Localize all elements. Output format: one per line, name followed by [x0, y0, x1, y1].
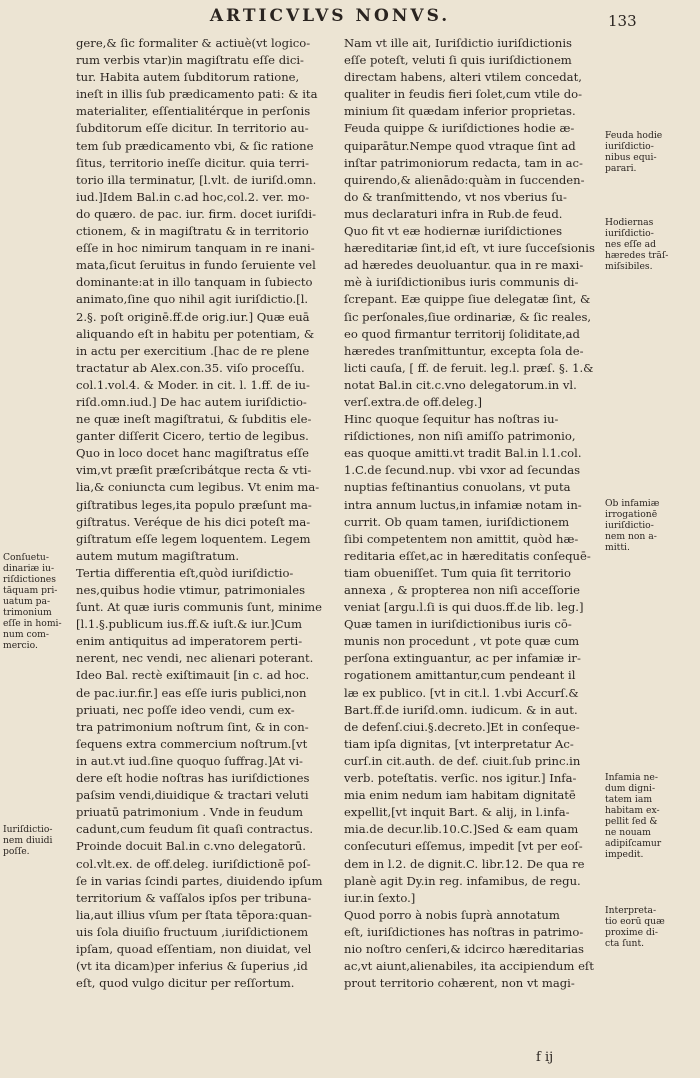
text-line: riſd.omn.iud.] De hac autem iuriſdictio- [76, 394, 307, 409]
text-line: 1.C.de ſecund.nup. vbi vxor ad ſecundas [344, 463, 581, 478]
text-line: uis ſola diuiſio fructuum ,iuriſdictionem [76, 924, 309, 939]
margin-note-line: hæredes trāſ- [605, 250, 669, 261]
text-line: minium ſit quædam inferior proprietas. [344, 104, 576, 119]
text-line: priuatū patrimonium . Vnde in feudum [76, 805, 303, 820]
text-line: eſt, iuriſdictiones has noſtras in patrimo- [344, 924, 584, 939]
text-line: riſdictiones, non niſi amiſſo patrimonio, [344, 429, 576, 444]
text-line: mia enim nedum iam habitam dignitatē [344, 788, 576, 803]
text-line: ſic perſonales,ſiue ordinariæ, & ſic reales, [344, 309, 592, 324]
margin-note-line: tatem iam [605, 794, 653, 805]
text-line: annexa , & propterea non niſi acceſſorie [344, 583, 580, 597]
text-line: dere eſt hodie noſtras has iuriſdictiones [76, 771, 310, 786]
text-line: conſecuturi eſſemus, impedit [vt per eoſ- [344, 839, 583, 854]
margin-note-line: miſsibiles. [605, 261, 653, 272]
margin-note-line: Feuda hodie [605, 130, 663, 141]
text-line: mata,ſicut ſeruitus in fundo ſeruiente vel [76, 258, 316, 273]
text-line: in aut.vt iud.ſine quoquo ſuffrag.]At vi- [76, 753, 303, 768]
text-line: eo quod firmantur territorij ſoliditate,ad [344, 326, 580, 341]
text-line: reditaria eſſet,ac in hæreditatis conſequē- [344, 548, 591, 563]
text-line: ſcrepant. Eæ quippe ſiue delegatæ ſint, & [344, 292, 591, 307]
text-line: ipſam, quoad eſſentiam, non diuidat, vel [76, 941, 312, 956]
text-line: nerent, nec vendi, nec alienari poterant. [76, 651, 314, 666]
margin-note-line: iuriſdictio- [605, 228, 654, 239]
text-line: 2.§. poſt originē.ff.de orig.iur.] Quæ euā [76, 309, 310, 324]
text-line: tiam obueniſſet. Tum quia ſit territorio [344, 565, 571, 580]
text-line: Nam vt ille ait, Iuriſdictio iuriſdictionis [344, 36, 573, 50]
text-line: ſibi competentem non amittit, quòd hæ- [344, 531, 579, 546]
margin-note-line: num com- [3, 629, 49, 640]
text-line: materialiter, eſſentialitérque in perſonis [76, 104, 311, 119]
text-line: Feuda quippe & iuriſdictiones hodie æ- [344, 121, 575, 136]
margin-note-line: Hodiernas [605, 217, 654, 228]
text-line: hæredes tranſmittuntur, excepta ſola de- [344, 343, 584, 358]
text-line: territorium & vaſſalos ipſos per tribuna- [76, 890, 312, 905]
text-line: ſunt. At quæ iuris communis ſunt, minime [76, 600, 323, 615]
margin-note-line: mitti. [605, 542, 630, 553]
text-line: ac,vt aiunt,alienabiles, ita accipiendum eſt [344, 959, 594, 974]
text-line: tur. Habita autem ſubditorum ratione, [76, 70, 300, 85]
text-line: ctionem, & in magiſtratu & in territorio [76, 224, 309, 239]
text-line: læ ex publico. [vt in cit.l. 1.vbi Accurſ.& [344, 685, 579, 700]
text-line: veniat [argu.l.ſi is qui duos.ff.de lib. leg.] [344, 600, 584, 615]
text-line: iur.in ſexto.] [344, 890, 416, 905]
text-line: currit. Ob quam tamen, iuriſdictionem [344, 514, 570, 529]
text-line: tra patrimonium noſtrum ſint, & in con- [76, 719, 309, 734]
margin-note-line: pellit ſed & [605, 816, 658, 827]
text-line: torio illa terminatur, [l.vlt. de iuriſd.omn. [76, 172, 317, 187]
text-line: in actu per exercitium .[hac de re plene [76, 343, 310, 358]
text-line: col.1.vol.4. & Moder. in cit. l. 1.ff. de iu- [76, 377, 310, 392]
text-line: priuati, nec poſſe ideo vendi, cum ex- [76, 702, 295, 717]
text-line: hæreditariæ ſint,id eſt, vt iure ſucceſsionis [344, 241, 595, 256]
margin-note-line: uatum pa- [3, 596, 51, 607]
page-number: 133 [608, 12, 637, 30]
text-line: munis non procedunt , vt pote quæ cum [344, 634, 580, 649]
text-line: rum verbis vtar)in magiſtratu eſſe dici- [76, 53, 304, 68]
text-line: directam habens, alteri vtilem concedat, [344, 70, 582, 85]
margin-note-left [3, 552, 62, 651]
text-line: gere,& ſic formaliter & actiuè(vt logico- [76, 36, 311, 50]
text-line: tractatur ab Alex.con.35. viſo proceſſu. [76, 360, 305, 375]
text-line: giſtratus. Veréque de his dici poteſt ma- [76, 514, 311, 529]
text-line: quirendo,& alienādo:quàm in ſuccenden- [344, 172, 585, 187]
text-line: quiparātur.Nempe quod vtraque ſint ad [344, 138, 576, 153]
text-line: Quæ tamen in iuriſdictionibus iuris cō- [344, 617, 572, 632]
margin-note-line: dum digni- [605, 783, 656, 794]
text-line: iud.]Idem Bal.in c.ad hoc,col.2. ver. mo- [76, 189, 310, 204]
text-line: do & tranſmittendo, vt nos vberius ſu- [344, 189, 567, 204]
margin-note-line: parari. [605, 163, 637, 174]
text-line: enim antiquitus ad imperatorem perti- [76, 634, 303, 649]
margin-note-right [605, 905, 665, 949]
text-line: verſ.extra.de off.deleg.] [344, 394, 483, 409]
margin-note-line: proxime di- [605, 927, 658, 938]
text-line: qualiter in feudis fieri ſolet,cum vtile do- [344, 87, 583, 102]
running-title: ARTICVLVS NONVS. [209, 6, 451, 26]
text-line: ganter diſſerit Cicero, tertio de legibus. [76, 429, 309, 444]
margin-note-line: trimonium [3, 607, 52, 618]
margin-note-line: Iuriſdictio- [3, 824, 53, 835]
text-line: tiam ipſa dignitas, [vt interpretatur Ac- [344, 736, 574, 751]
text-line: dominante:at in illo tanquam in ſubiecto [76, 275, 313, 290]
margin-note-line: riſdictiones [3, 574, 56, 585]
text-line: ne quæ ineſt magiſtratui, & ſubditis ele- [76, 412, 312, 427]
margin-note-line: ne nouam [605, 827, 651, 838]
margin-note-line: iuriſdictio- [605, 520, 654, 531]
text-line: verb. poteſtatis. verſic. nos igitur.] Infa- [344, 771, 577, 786]
text-line: ſitus, territorio ineſſe dicitur. quia terri- [76, 155, 309, 170]
text-line: perſona extinguantur, ac per infamiæ ir- [344, 651, 581, 666]
text-line: autem mutum magiſtratum. [76, 548, 240, 563]
margin-note-line: irrogationē [605, 509, 658, 520]
text-line: eſſe poteſt, veluti ſi quis iuriſdictionem [344, 53, 572, 68]
margin-note-line: mercio. [3, 640, 38, 651]
margin-note-left [3, 824, 53, 857]
text-line: ineſt in illis ſub prædicamento pati: & ita [76, 87, 318, 102]
text-line: giſtratum eſſe legem loquentem. Legem [76, 531, 311, 546]
text-line: expellit,[vt inquit Bart. & alij, in l.infa- [344, 805, 570, 820]
margin-note-right [605, 217, 668, 272]
text-line: lia,aut illius vſum per ſtata tēpora:quan- [76, 907, 312, 922]
margin-note-line: Conſuetu- [3, 552, 49, 563]
text-line: Ideo Bal. rectè exiſtimauit [in c. ad hoc. [76, 668, 310, 683]
margin-note-right [605, 498, 659, 553]
left-text-column [76, 35, 339, 992]
margin-note-right [605, 772, 661, 860]
margin-note-line: poſſe. [3, 846, 30, 857]
text-line: (vt ita dicam)per inferius & ſuperius ,id [76, 959, 308, 974]
margin-note-line: Infamia ne- [605, 772, 658, 783]
right-text-column [344, 35, 602, 992]
text-line: tem ſub prædicamento vbi, & ſic ratione [76, 138, 314, 153]
margin-note-line: adipiſcamur [605, 838, 662, 849]
text-line: eſt, quod vulgo dicitur per reſſortum. [76, 976, 295, 991]
text-line: col.vlt.ex. de off.deleg. iuriſdictionē poſ- [76, 856, 311, 871]
text-line: intra annum luctus,in infamiæ notam in- [344, 497, 582, 512]
signature-mark: f ij [536, 1050, 554, 1065]
text-line: dem in l.2. de dignit.C. libr.12. De qua re [344, 856, 585, 871]
text-line: ſe in varias ſcindi partes, diuidendo ipſum [76, 873, 323, 888]
text-line: mia.de decur.lib.10.C.]Sed & eam quam [344, 822, 579, 837]
text-line: eas quoque amitti.vt tradit Bal.in l.1.col. [344, 446, 582, 461]
margin-note-line: Ob infamiæ [605, 498, 660, 509]
margin-note-line: habitam ex- [605, 805, 660, 816]
margin-note-line: cta ſunt. [605, 938, 645, 949]
margin-note-line: nem diuidi [3, 835, 53, 846]
text-line: notat Bal.in cit.c.vno delegatorum.in vl. [344, 377, 577, 392]
text-line: lia,& coniuncta cum legibus. Vt enim ma- [76, 480, 320, 495]
text-line: ad hæredes deuoluantur. qua in re maxi- [344, 258, 584, 273]
text-line: [l.1.§.publicum ius.ff.& iuſt.& iur.]Cum [76, 617, 302, 632]
text-line: de defenſ.ciui.§.decreto.]Et in conſeque- [344, 719, 580, 734]
margin-note-line: nibus equi- [605, 152, 657, 163]
text-line: vim,vt præſit præſcribátque recta & vti- [76, 463, 312, 478]
text-line: cadunt,cum feudum ſit quaſi contractus. [76, 822, 314, 837]
text-line: Quo in loco docet hanc magiſtratus eſſe [76, 446, 309, 461]
text-line: planè agit Dy.in reg. infamibus, de regu. [344, 873, 581, 888]
margin-note-line: iuriſdictio- [605, 141, 654, 152]
margin-note-line: dinariæ iu- [3, 563, 55, 574]
margin-note-line: nem non a- [605, 531, 657, 542]
margin-note-line: Interpreta- [605, 905, 657, 916]
margin-note-line: eſſe in homi- [3, 618, 62, 629]
text-line: prout territorio cohærent, non vt magi- [344, 976, 575, 991]
text-line: Quo fit vt eæ hodiernæ iuriſdictiones [344, 224, 563, 239]
text-line: eſſe in hoc nimirum tanquam in re inani- [76, 241, 315, 256]
margin-note-line: tāquam pri- [3, 585, 58, 596]
margin-note-line: impedit. [605, 849, 644, 860]
text-line: mè à iuriſdictionibus iuris communis di- [344, 275, 579, 290]
text-line: Bart.ff.de iuriſd.omn. iudicum. & in aut. [344, 702, 578, 717]
text-line: animato,ſine quo nihil agit iuriſdictio.[l. [76, 292, 309, 307]
text-line: de pac.iur.fir.] eas eſſe iuris publici,non [76, 685, 307, 700]
text-line: Quod porro à nobis ſuprà annotatum [344, 907, 560, 922]
text-line: ſubditorum eſſe dicitur. In territorio au- [76, 121, 309, 136]
text-line: do quæro. de pac. iur. firm. docet iuriſdi- [76, 206, 317, 221]
text-line: curſ.in cit.auth. de def. ciuit.ſub princ.in [344, 753, 581, 768]
text-line: giſtratibus leges,ita populo præſunt ma- [76, 497, 312, 512]
text-line: inſtar patrimoniorum redacta, tam in ac- [344, 155, 583, 170]
text-line: rogationem amittantur,cum pendeant il [344, 668, 576, 683]
margin-note-line: tio eorū quæ [605, 916, 665, 927]
margin-note-line: nes eſſe ad [605, 239, 656, 250]
text-line: nes,quibus hodie vtimur, patrimoniales [76, 583, 306, 597]
text-line: aliquando eſt in habitu per potentiam, & [76, 326, 315, 341]
text-line: nio noſtro cenſeri,& idcirco hæreditarias [344, 941, 584, 956]
text-line: paſsim vendi,diuidique & tractari veluti [76, 788, 309, 803]
text-line: mus declaraturi infra in Rub.de feud. [344, 206, 563, 221]
text-line: nuptias feſtinantius conuolans, vt puta [344, 480, 571, 495]
text-line: Proinde docuit Bal.in c.vno delegatorū. [76, 839, 306, 854]
text-line: Tertia differentia eſt,quòd iuriſdictio- [76, 565, 294, 580]
text-line: ſequens extra commercium noſtrum.[vt [76, 736, 308, 751]
margin-note-right [605, 130, 662, 174]
text-line: Hinc quoque ſequitur has noſtras iu- [344, 412, 559, 427]
text-line: licti cauſa, [ ff. de feruit. leg.l. præſ. §. 1.& [344, 360, 594, 375]
